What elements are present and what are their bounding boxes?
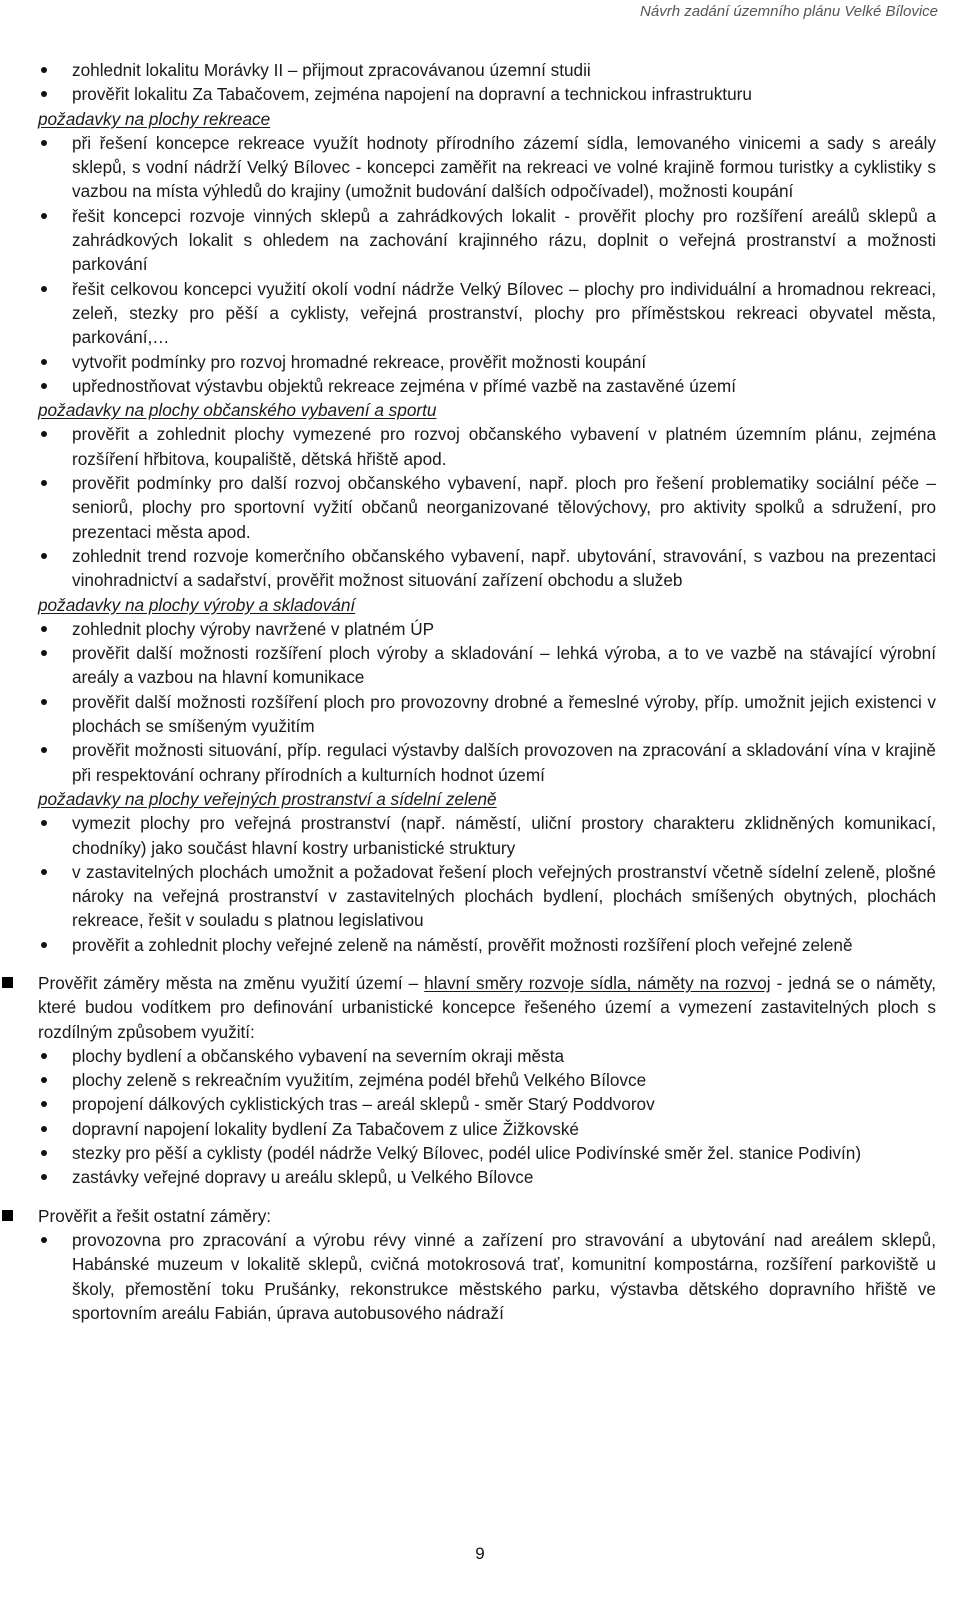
- list-item: vytvořit podmínky pro rozvoj hromadné rekreace, prověřit možnosti koupání: [38, 350, 936, 374]
- block-intro: Prověřit a řešit ostatní záměry:: [38, 1205, 272, 1226]
- list-item: prověřit a zohlednit plochy vymezené pro rozvoj občanského vybavení v platném územním plánu, zejména rozšíření hřbitova, koupaliště, dětská hřiště apod.: [38, 422, 936, 471]
- bullet-icon: [41, 820, 47, 826]
- page-number: 9: [475, 1544, 485, 1563]
- bullet-list: [38, 131, 936, 398]
- square-bullet-icon: [2, 977, 13, 988]
- list-item: upřednostňovat výstavbu objektů rekreace zejména v přímé vazbě na zastavěné území: [38, 374, 936, 398]
- list-item: stezky pro pěší a cyklisty (podél nádrže Velký Bílovec, podél ulice Podivínské směr žel. stanice Podivín): [38, 1141, 936, 1165]
- bullet-icon: [41, 1174, 47, 1180]
- list-item: zohlednit lokalitu Morávky II – přijmout zpracovávanou územní studii: [38, 58, 936, 82]
- bullet-icon: [41, 1077, 47, 1083]
- bullet-icon: [41, 91, 47, 97]
- bullet-list: [38, 422, 936, 592]
- list-item: plochy zeleně s rekreačním využitím, zejména podél břehů Velkého Bílovce: [38, 1068, 936, 1092]
- bullet-icon: [41, 1150, 47, 1156]
- list-item: v zastavitelných plochách umožnit a požadovat řešení ploch veřejných prostranství včetně sídelní zeleně, plošné nároky na veřejná prostranství v zastavitelných plochách bydlení, plochách smíšených obytných, plochách rekreace, řešit v souladu s platnou legislativou: [38, 860, 936, 933]
- list-item: řešit celkovou koncepci využití okolí vodní nádrže Velký Bílovec – plochy pro individuální a hromadnou rekreaci, zeleň, stezky pro pěší a cyklisty, veřejná prostranství, plochy pro příměstskou rekreaci obyvatel města, parkování,…: [38, 277, 936, 350]
- bullet-icon: [41, 553, 47, 559]
- list-item: plochy bydlení a občanského vybavení na severním okraji města: [38, 1044, 936, 1068]
- bullet-icon: [41, 1053, 47, 1059]
- bullet-icon: [41, 747, 47, 753]
- list-item: prověřit lokalitu Za Tabačovem, zejména napojení na dopravní a technickou infrastrukturu: [38, 82, 936, 106]
- section-heading-public-spaces: požadavky na plochy veřejných prostranství a sídelní zeleně: [38, 788, 497, 809]
- list-item: při řešení koncepce rekreace využít hodnoty přírodního zázemí sídla, lemovaného vinicemi a sady s areály sklepů, s vodní nádrží Velký Bílovec - koncepci zaměřit na rekreaci ve volné krajině formou turistky a cyklistiky s vazbou na místa výhledů do krajiny (umožnit budování dalších odpočívadel), možnosti koupání: [38, 131, 936, 204]
- bullet-list: [38, 58, 936, 107]
- list-item: zohlednit plochy výroby navržené v platném ÚP: [38, 617, 936, 641]
- list-item: prověřit podmínky pro další rozvoj občanského vybavení, např. ploch pro řešení problematiky sociální péče – seniorů, plochy pro sportovní vyžití občanů neorganizované tělovýchovy, pro aktivity spolků a sdružení, pro prezentaci města apod.: [38, 471, 936, 544]
- bullet-icon: [41, 942, 47, 948]
- block-intro: Prověřit záměry města na změnu využití území – hlavní směry rozvoje sídla, náměty na rozvoj - jedná se o náměty, které budou vodítkem pro definování urbanistické koncepce řešeného území a vymezení zastavitelných ploch s rozdílným způsobem využití:: [38, 972, 936, 1042]
- list-item: řešit koncepci rozvoje vinných sklepů a zahrádkových lokalit - prověřit plochy pro rozšíření areálů sklepů a zahrádkových lokalit s ohledem na zachování krajinného rázu, doplnit o veřejná prostranství a možnosti parkování: [38, 204, 936, 277]
- bullet-icon: [41, 626, 47, 632]
- bullet-icon: [41, 869, 47, 875]
- bullet-icon: [41, 359, 47, 365]
- bullet-list: [38, 617, 936, 787]
- bullet-list: [38, 1228, 936, 1325]
- bullet-icon: [41, 699, 47, 705]
- list-item: prověřit a zohlednit plochy veřejné zeleně na náměstí, prověřit možnosti rozšíření ploch veřejné zeleně: [38, 933, 936, 957]
- list-item: propojení dálkových cyklistických tras – areál sklepů - směr Starý Poddvorov: [38, 1092, 936, 1116]
- list-item: dopravní napojení lokality bydlení Za Tabačovem z ulice Žižkovské: [38, 1117, 936, 1141]
- bullet-icon: [41, 383, 47, 389]
- bullet-list: [38, 1044, 936, 1190]
- bullet-icon: [41, 1101, 47, 1107]
- square-bullet-icon: [2, 1210, 13, 1221]
- bullet-icon: [41, 67, 47, 73]
- section-heading-production: požadavky na plochy výroby a skladování: [38, 594, 356, 615]
- bullet-icon: [41, 286, 47, 292]
- city-plans-block: [38, 971, 936, 1190]
- document-body: [38, 58, 936, 1325]
- list-item: prověřit další možnosti rozšíření ploch pro provozovny drobné a řemeslné výroby, příp. umožnit jejich existenci v plochách se smíšeným využitím: [38, 690, 936, 739]
- list-item: zastávky veřejné dopravy u areálu sklepů, u Velkého Bílovce: [38, 1165, 936, 1189]
- bullet-icon: [41, 650, 47, 656]
- bullet-icon: [41, 1126, 47, 1132]
- section-heading-recreation: požadavky na plochy rekreace: [38, 108, 271, 129]
- list-item: vymezit plochy pro veřejná prostranství (např. náměstí, uliční prostory charakteru zklidněných komunikací, chodníky) jako součást hlavní kostry urbanistické struktury: [38, 811, 936, 860]
- bullet-icon: [41, 431, 47, 437]
- list-item: zohlednit trend rozvoje komerčního občanského vybavení, např. ubytování, stravování, s vazbou na prezentaci vinohradnictví a sadařství, prověřit možnost situování zařízení obchodu a služeb: [38, 544, 936, 593]
- list-item: provozovna pro zpracování a výrobu révy vinné a zařízení pro stravování a ubytování nad areálem sklepů, Habánské muzeum v lokalitě sklepů, cvičná motokrosová trať, komunitní kompostárna, rozšíření parkoviště u školy, přemostění toku Prušánky, rekonstrukce městského parku, výstavba dětského dopravního hřiště ve sportovním areálu Fabián, úprava autobusového nádraží: [38, 1228, 936, 1325]
- running-header: Návrh zadání územního plánu Velké Bílovice: [640, 3, 938, 20]
- bullet-icon: [41, 140, 47, 146]
- other-plans-block: [38, 1204, 936, 1325]
- bullet-list: [38, 811, 936, 957]
- bullet-icon: [41, 213, 47, 219]
- bullet-icon: [41, 480, 47, 486]
- section-heading-civic-amenities: požadavky na plochy občanského vybavení a sportu: [38, 400, 437, 421]
- list-item: prověřit možnosti situování, příp. regulaci výstavby dalších provozoven na zpracování a skladování vína v krajině při respektování ochrany přírodních a kulturních hodnot území: [38, 738, 936, 787]
- list-item: prověřit další možnosti rozšíření ploch výroby a skladování – lehká výroba, a to ve vazbě na stávající výrobní areály a vazbou na hlavní komunikace: [38, 641, 936, 690]
- bullet-icon: [41, 1237, 47, 1243]
